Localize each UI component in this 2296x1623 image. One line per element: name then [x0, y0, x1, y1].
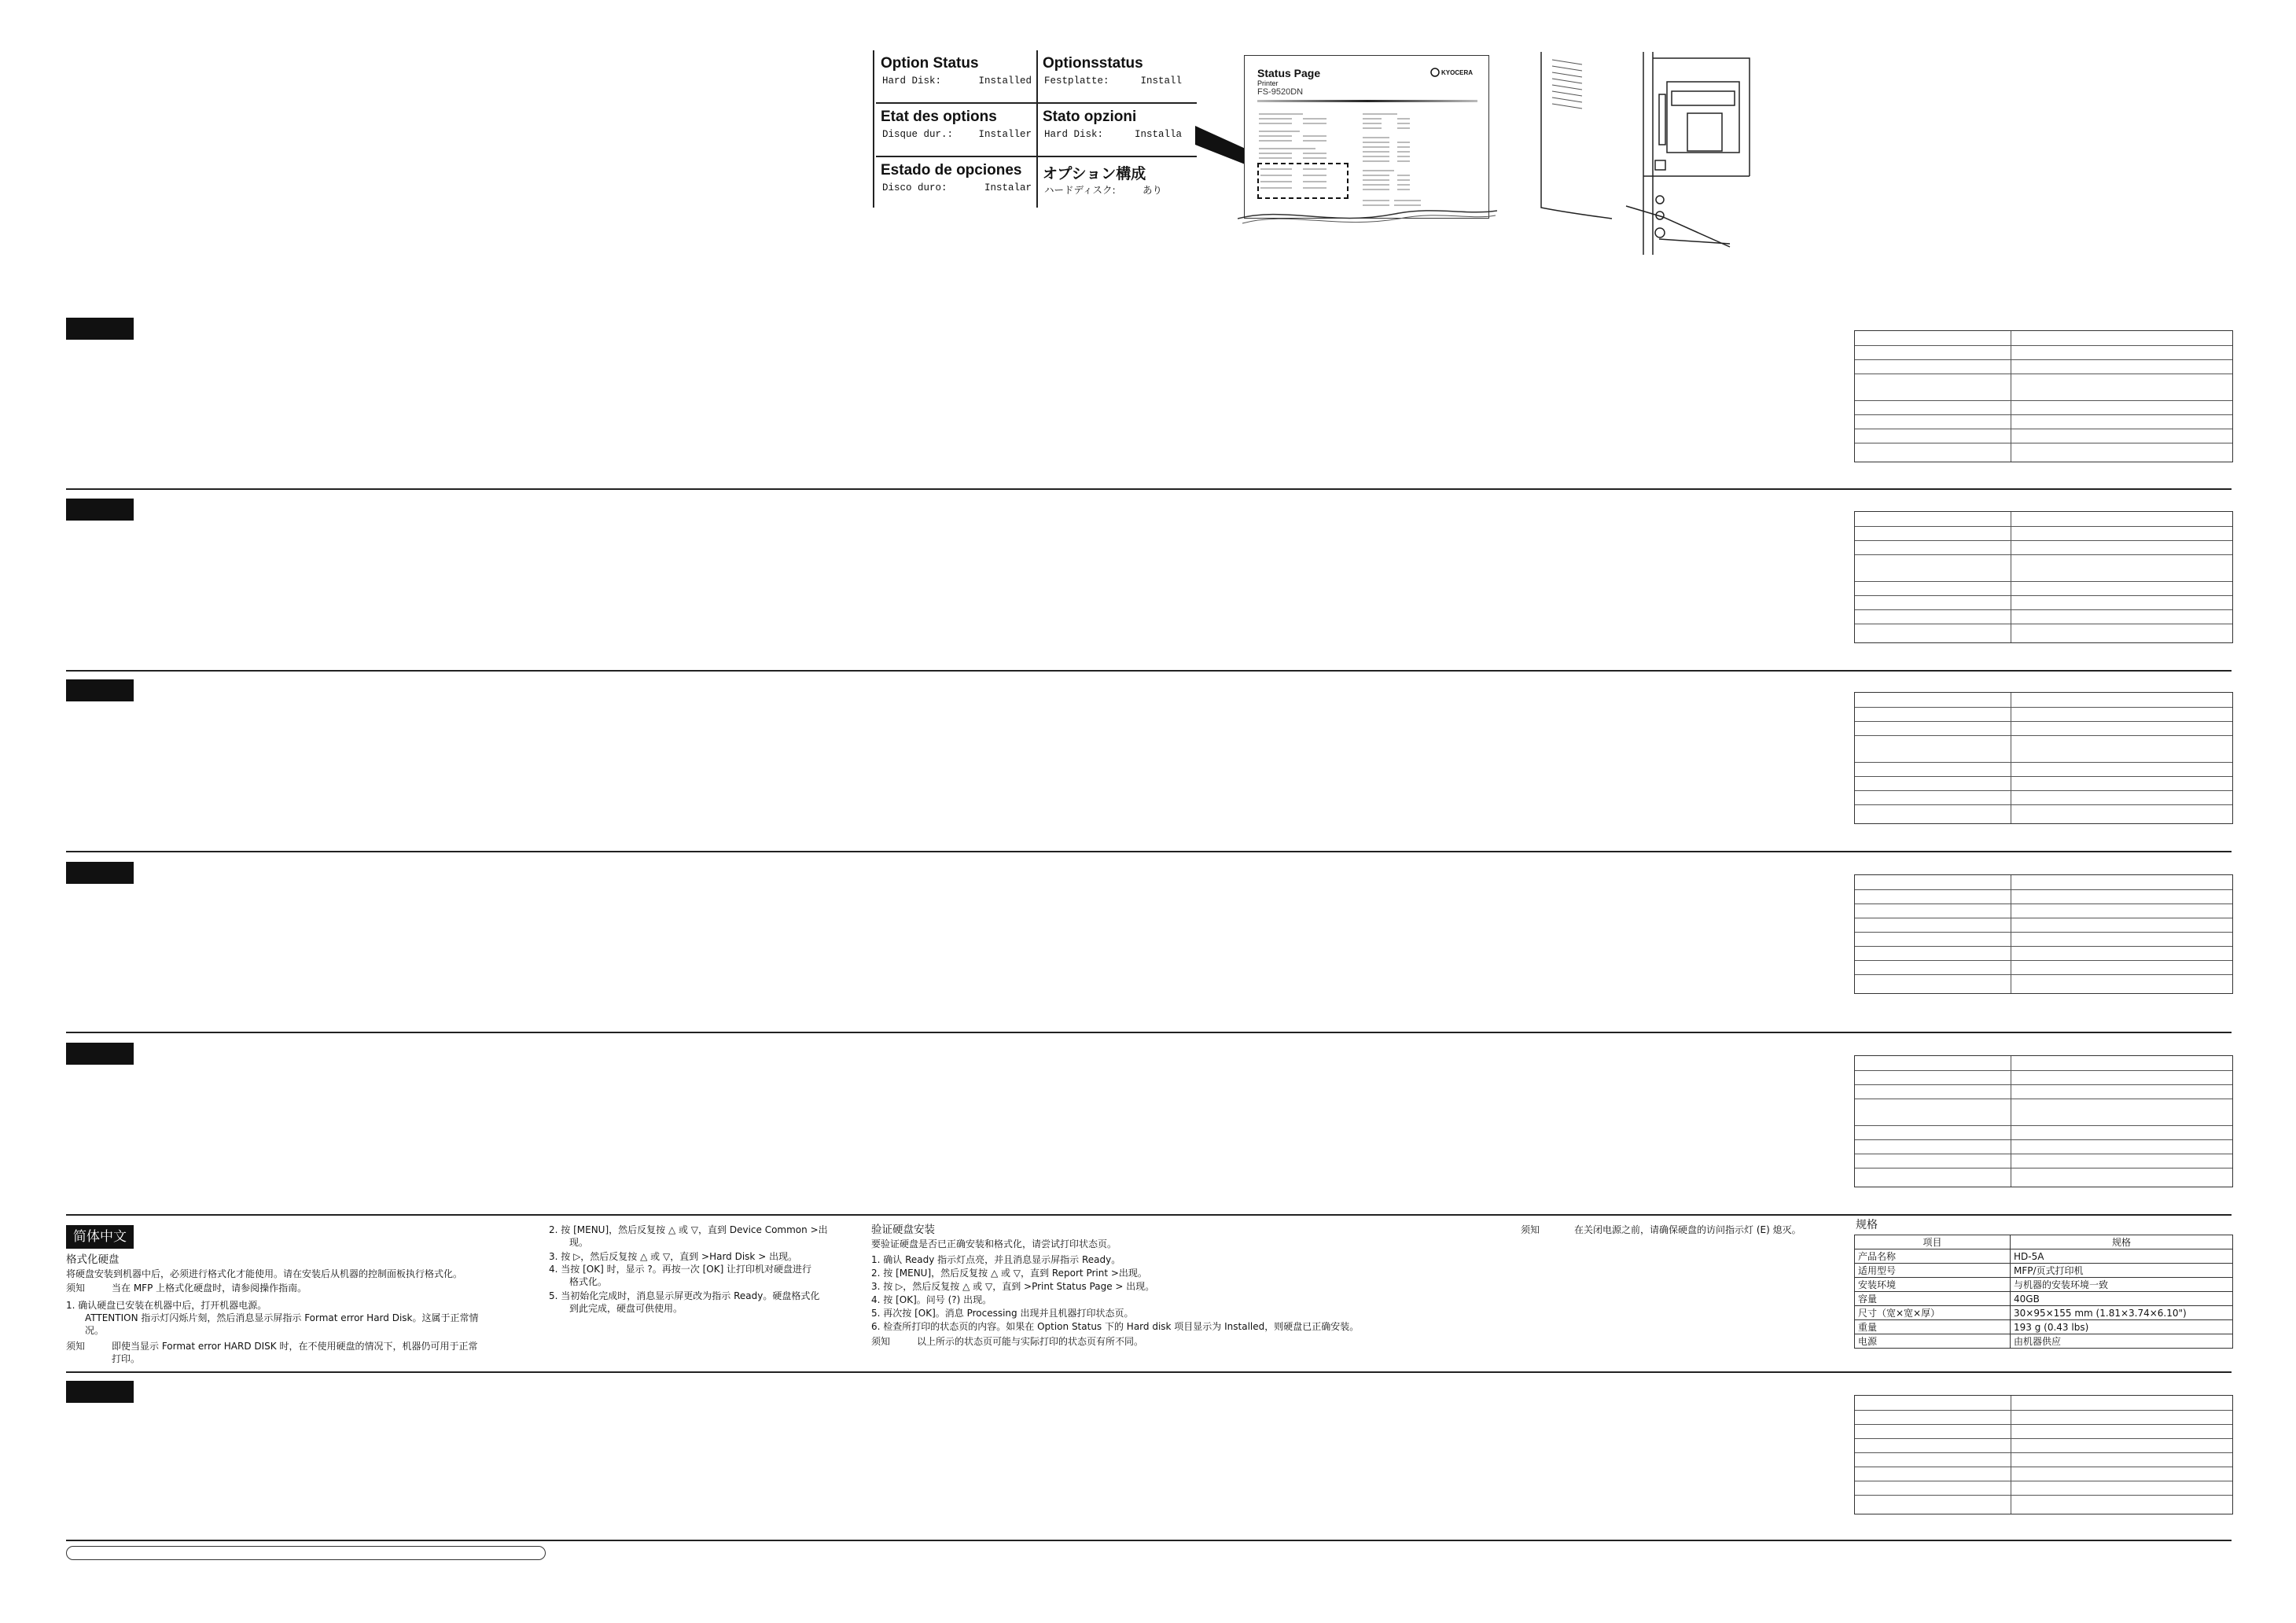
table-row-divider [1855, 790, 2232, 791]
table-row [1855, 1292, 2233, 1306]
option-cell-label: Hard Disk: [1044, 129, 1104, 140]
step: 格式化。 [569, 1276, 608, 1287]
table-row-divider [1855, 581, 2232, 582]
option-cell-row [1044, 182, 1162, 197]
option-cell-value: Instalar [984, 182, 1032, 193]
table-row [1855, 1320, 2233, 1334]
option-cell-ja [1038, 157, 1197, 208]
table-cell: MFP/页式打印机 [2011, 1264, 2233, 1278]
table-row-divider [1855, 804, 2232, 805]
paper-curl-icon [1238, 203, 1497, 226]
step: 1. 确认 Ready 指示灯点亮，并且消息显示屏指示 Ready。 [871, 1254, 1121, 1265]
table-row-divider [1855, 540, 2232, 541]
step: 5. 当初始化完成时，消息显示屏更改为指示 Ready。硬盘格式化 [549, 1290, 820, 1301]
section-header-bar [66, 318, 134, 340]
option-cell-value: あり [1142, 184, 1162, 196]
paragraph: ATTENTION 指示灯闪烁片刻，然后消息显示屏指示 Format error Hard Disk。这属于正常情 [85, 1312, 479, 1323]
table-cell: 30×95×155 mm (1.81×3.74×6.10") [2011, 1306, 2233, 1320]
option-cell-en [876, 50, 1036, 102]
option-cell-label: Disque dur.: [882, 129, 954, 140]
status-page-bar [1257, 100, 1477, 102]
table-row-divider [1855, 974, 2232, 975]
section-header-bar [66, 1381, 134, 1403]
table-row-divider [1855, 1410, 2232, 1411]
footer-bar [66, 1546, 546, 1560]
step: 2. 按 [MENU]，然后反复按 △ 或 ▽，直到 Report Print >出现。 [871, 1268, 1147, 1279]
printer-rear-illustration [1533, 50, 1753, 255]
table-row-divider [1855, 526, 2232, 527]
option-cell-title: Etat des options [881, 109, 997, 125]
language-badge: 简体中文 [66, 1225, 134, 1249]
table-cell: 由机器供应 [2011, 1334, 2233, 1349]
option-cell-value: Install [1140, 75, 1182, 86]
table-cell: 与机器的安装环境一致 [2011, 1278, 2233, 1292]
table-header-cell: 规格 [2011, 1235, 2233, 1249]
table-row-divider [1855, 554, 2232, 555]
heading-verify-install: 验证硬盘安装 [871, 1224, 935, 1236]
spec-table-placeholder [1854, 511, 2233, 643]
option-cell-it [1038, 104, 1197, 156]
option-cell-title: Stato opzioni [1043, 109, 1137, 125]
note-text: 打印。 [112, 1353, 141, 1364]
spec-title: 规格 [1856, 1219, 1878, 1231]
option-cell-title: オプション構成 [1043, 166, 1146, 182]
status-page-model: FS-9520DN [1257, 87, 1304, 97]
option-cell-es [876, 157, 1036, 208]
table-row [1855, 1278, 2233, 1292]
spec-table-placeholder [1854, 1395, 2233, 1514]
table-row-divider [1855, 414, 2232, 415]
option-cell-value: Installa [1134, 129, 1182, 140]
status-page-illustration [1244, 55, 1489, 219]
table-cell: HD-5A [2011, 1249, 2233, 1264]
option-cell-value: Installer [978, 129, 1032, 140]
table-row-divider [1855, 1495, 2232, 1496]
table-cell: 尺寸（宽×宽×厚） [1855, 1306, 2011, 1320]
table-cell: 重量 [1855, 1320, 2011, 1334]
table-row-divider [1855, 721, 2232, 722]
section-divider [66, 1540, 2232, 1541]
table-row-divider [1855, 946, 2232, 947]
option-cell-title: Option Status [881, 55, 979, 72]
table-row-divider [1855, 932, 2232, 933]
option-cell-title: Estado de opciones [881, 162, 1022, 178]
table-row-divider [1855, 1084, 2232, 1085]
table-row-divider [1855, 960, 2232, 961]
option-cell-row [1044, 75, 1182, 86]
option-cell-row [1044, 129, 1182, 140]
step: 现。 [569, 1237, 589, 1248]
option-cell-fr [876, 104, 1036, 156]
table-cell: 产品名称 [1855, 1249, 2011, 1264]
kyocera-logo: KYOCERA [1441, 69, 1474, 76]
table-cell: 容量 [1855, 1292, 2011, 1306]
note-text: 即使当显示 Format error HARD DISK 时，在不使用硬盘的情况下，机器仍可用于正常 [112, 1341, 478, 1352]
paragraph: 况。 [85, 1325, 105, 1336]
table-row-divider [1855, 595, 2232, 596]
step: 1. 确认硬盘已安装在机器中后，打开机器电源。 [66, 1300, 267, 1311]
table-row-divider [1855, 1452, 2232, 1453]
table-row [1855, 1249, 2233, 1264]
option-cell-label: Hard Disk: [882, 75, 942, 86]
table-row [1855, 1306, 2233, 1320]
table-cell: 193 g (0.43 lbs) [2011, 1320, 2233, 1334]
table-cell: 40GB [2011, 1292, 2233, 1306]
section-header-bar [66, 862, 134, 884]
option-cell-label: ハードディスク: [1044, 184, 1116, 196]
table-row-divider [1855, 359, 2232, 360]
option-cell-row [882, 182, 1032, 193]
paragraph: 要验证硬盘是否已正确安装和格式化，请尝试打印状态页。 [871, 1238, 1117, 1249]
status-page-title: Status Page [1257, 67, 1321, 79]
note-label: 须知 [66, 1341, 86, 1352]
option-status-box [873, 50, 1197, 208]
note-text: 以上所示的状态页可能与实际打印的状态页有所不同。 [917, 1336, 1144, 1347]
table-row [1855, 1334, 2233, 1349]
table-header-row [1855, 1235, 2233, 1249]
table-row-divider [1855, 762, 2232, 763]
note-label: 须知 [871, 1336, 891, 1347]
table-row [1855, 1264, 2233, 1278]
table-row-divider [1855, 400, 2232, 401]
step: 2. 按 [MENU]，然后反复按 △ 或 ▽，直到 Device Common >出 [549, 1224, 828, 1235]
step: 3. 按 ▷，然后反复按 △ 或 ▽，直到 >Hard Disk > 出现。 [549, 1251, 798, 1262]
section-divider [66, 1214, 2232, 1216]
spec-table-placeholder [1854, 330, 2233, 462]
option-cell-de [1038, 50, 1197, 102]
step: 3. 按 ▷，然后反复按 △ 或 ▽，直到 >Print Status Page > 出现。 [871, 1281, 1155, 1292]
note-label: 须知 [66, 1283, 86, 1294]
option-cell-title: Optionsstatus [1043, 55, 1143, 72]
note-label: 须知 [1521, 1224, 1540, 1235]
option-status-grid [876, 50, 1197, 208]
step: 4. 当按 [OK] 时，显示 ?。再按一次 [OK] 让打印机对硬盘进行 [549, 1264, 812, 1275]
step: 4. 按 [OK]。问号 (?) 出现。 [871, 1294, 992, 1305]
step: 6. 检查所打印的状态页的内容。如果在 Option Status 下的 Hard disk 项目显示为 Installed，则硬盘已正确安装。 [871, 1321, 1360, 1332]
step: 到此完成，硬盘可供使用。 [569, 1303, 683, 1314]
heading-format-disk: 格式化硬盘 [66, 1253, 120, 1266]
table-row-divider [1855, 1125, 2232, 1126]
table-row-divider [1855, 1424, 2232, 1425]
section-divider [66, 1032, 2232, 1033]
section-header-bar [66, 679, 134, 701]
spec-table-placeholder [1854, 692, 2233, 824]
table-row-divider [1855, 1438, 2232, 1439]
option-cell-row [882, 129, 1032, 140]
spec-table [1854, 1235, 2233, 1349]
table-cell: 电源 [1855, 1334, 2011, 1349]
table-row-divider [1855, 776, 2232, 777]
spec-table-placeholder [1854, 874, 2233, 994]
option-cell-label: Festplatte: [1044, 75, 1109, 86]
table-row-divider [1855, 1070, 2232, 1071]
kyocera-logo-icon [1430, 68, 1440, 77]
option-cell-label: Disco duro: [882, 182, 947, 193]
table-row-divider [1855, 345, 2232, 346]
table-row-divider [1855, 735, 2232, 736]
table-row-divider [1855, 707, 2232, 708]
pointer-wedge-icon [1195, 126, 1247, 165]
section-divider [66, 1371, 2232, 1373]
table-row-divider [1855, 889, 2232, 890]
section-header-bar [66, 1043, 134, 1065]
status-page-subtitle: Printer [1257, 79, 1279, 87]
table-cell: 安装环境 [1855, 1278, 2011, 1292]
note-text: 在关闭电源之前，请确保硬盘的访问指示灯 (E) 熄灭。 [1574, 1224, 1801, 1235]
table-cell: 适用型号 [1855, 1264, 2011, 1278]
table-row-divider [1855, 609, 2232, 610]
table-header-cell: 项目 [1855, 1235, 2011, 1249]
option-cell-row [882, 75, 1032, 86]
status-page-highlight [1257, 163, 1349, 199]
option-cell-value: Installed [978, 75, 1032, 86]
section-divider [66, 851, 2232, 852]
table-row-divider [1855, 1139, 2232, 1140]
note-text: 当在 MFP 上格式化硬盘时，请参阅操作指南。 [112, 1283, 307, 1294]
section-divider [66, 488, 2232, 490]
step: 5. 再次按 [OK]。消息 Processing 出现并且机器打印状态页。 [871, 1308, 1134, 1319]
spec-table-placeholder [1854, 1055, 2233, 1187]
section-divider [66, 670, 2232, 672]
paragraph: 将硬盘安装到机器中后，必须进行格式化才能使用。请在安装后从机器的控制面板执行格式化。 [66, 1268, 463, 1279]
section-header-bar [66, 499, 134, 521]
